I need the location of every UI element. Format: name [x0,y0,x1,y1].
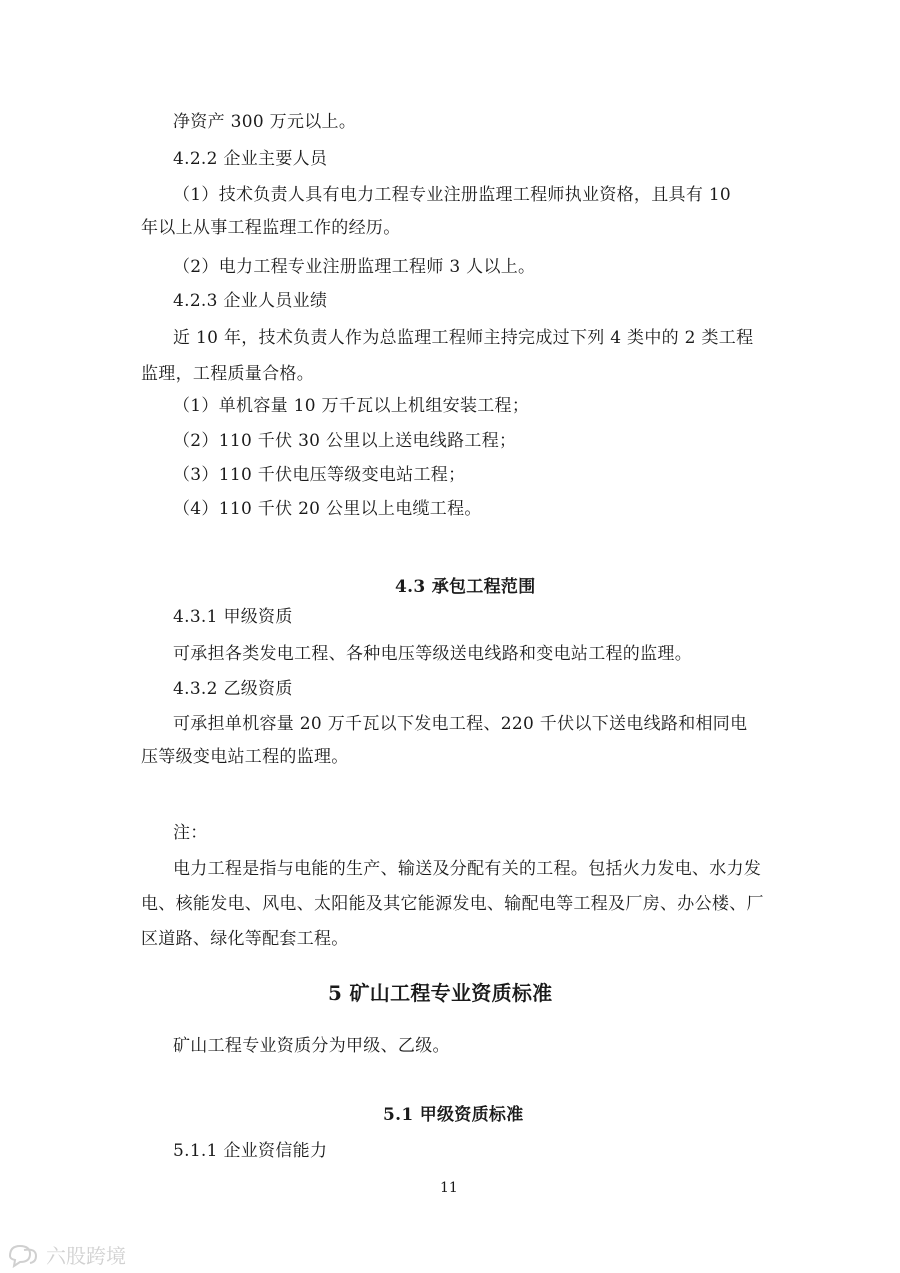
text-line: 净资产 300 万元以上。 [173,112,357,132]
section-title: 5.1 甲级资质标准 [383,1105,524,1125]
section-heading: 4.2.3 企业人员业绩 [173,291,328,311]
text-line: 电、核能发电、风电、太阳能及其它能源发电、输配电等工程及厂房、办公楼、厂 [141,894,764,914]
section-heading: 4.3.1 甲级资质 [173,607,293,627]
text-line: （2）电力工程专业注册监理工程师 3 人以上。 [173,257,536,277]
list-item: （2）110 千伏 30 公里以上送电线路工程； [173,431,517,451]
list-item: （3）110 千伏电压等级变电站工程； [173,465,466,485]
text-line: 近 10 年，技术负责人作为总监理工程师主持完成过下列 4 类中的 2 类工程 [173,328,754,348]
list-item: （1）单机容量 10 万千瓦以上机组安装工程； [173,396,530,416]
chapter-title: 5 矿山工程专业资质标准 [328,981,553,1005]
section-heading: 4.3.2 乙级资质 [173,679,293,699]
section-title: 4.3 承包工程范围 [395,577,536,597]
text-line: 压等级变电站工程的监理。 [141,747,349,767]
section-heading: 5.1.1 企业资信能力 [173,1141,328,1161]
note-label: 注： [173,823,208,843]
text-line: 可承担单机容量 20 万千瓦以下发电工程、220 千伏以下送电线路和相同电 [173,714,748,734]
list-item: （4）110 千伏 20 公里以上电缆工程。 [173,499,482,519]
section-heading: 4.2.2 企业主要人员 [173,149,328,169]
text-line: 区道路、绿化等配套工程。 [141,929,349,949]
watermark [6,1240,126,1269]
text-line: 年以上从事工程监理工作的经历。 [141,218,401,238]
watermark-logo-icon [6,1242,40,1268]
text-line: 矿山工程专业资质分为甲级、乙级。 [173,1036,450,1056]
text-line: （1）技术负责人具有电力工程专业注册监理工程师执业资格，且具有 10 [173,185,732,205]
text-line: 电力工程是指与电能的生产、输送及分配有关的工程。包括火力发电、水力发 [173,859,762,879]
watermark-text: 六股跨境 [46,1244,126,1268]
text-line: 监理，工程质量合格。 [141,364,314,384]
page-number: 11 [440,1180,458,1196]
text-line: 可承担各类发电工程、各种电压等级送电线路和变电站工程的监理。 [173,644,692,664]
